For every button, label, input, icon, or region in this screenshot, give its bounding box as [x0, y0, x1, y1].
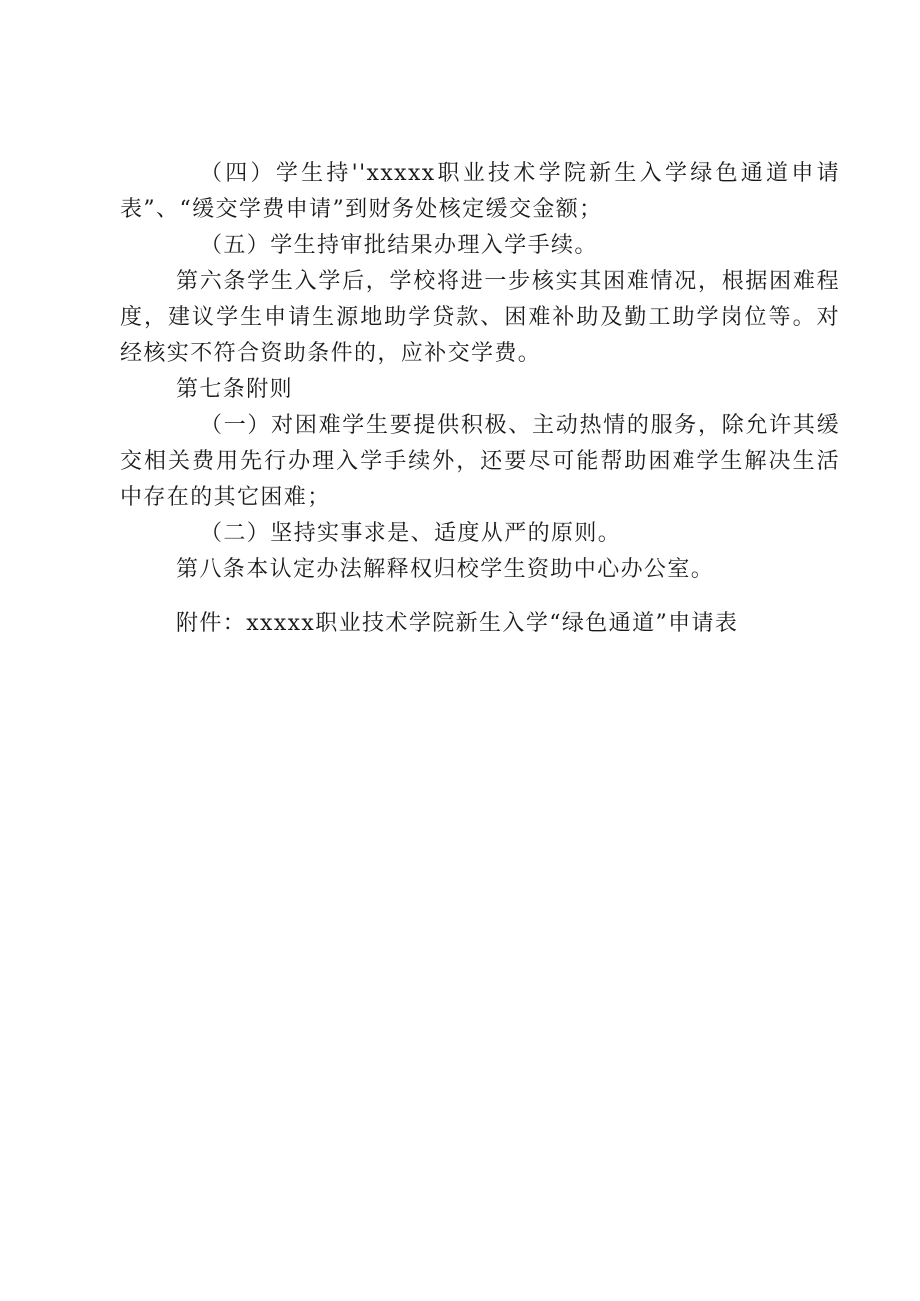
paragraph-item-4: （四）学生持''xxxxx职业技术学院新生入学绿色通道申请表”、“缓交学费申请”到财务处核定缓交金额；: [120, 161, 840, 222]
article-eight-paragraph: 第八条本认定办法解释权归校学生资助中心办公室。: [176, 557, 715, 582]
paragraph-item-5: （五）学生持审批结果办理入学手续。: [200, 233, 598, 258]
document-body: [120, 156, 840, 642]
paragraph-item-2: （二）坚持实事求是、适度从严的原则。: [200, 521, 622, 546]
paragraph-gap: [120, 588, 840, 606]
article-seven-heading: 第七条附则: [176, 377, 294, 402]
article-six-paragraph: 第六条学生入学后，学校将进一步核实其困难情况，根据困难程度，建议学生申请生源地助学贷款、困难补助及勤工助学岗位等。对经核实不符合资助条件的，应补交学费。: [120, 269, 840, 366]
attachment-line: 附件：xxxxx职业技术学院新生入学“绿色通道”申请表: [176, 611, 739, 636]
paragraph-item-1: （一）对困难学生要提供积极、主动热情的服务，除允许其缓交相关费用先行办理入学手续外，还要尽可能帮助困难学生解决生活中存在的其它困难；: [120, 413, 840, 510]
